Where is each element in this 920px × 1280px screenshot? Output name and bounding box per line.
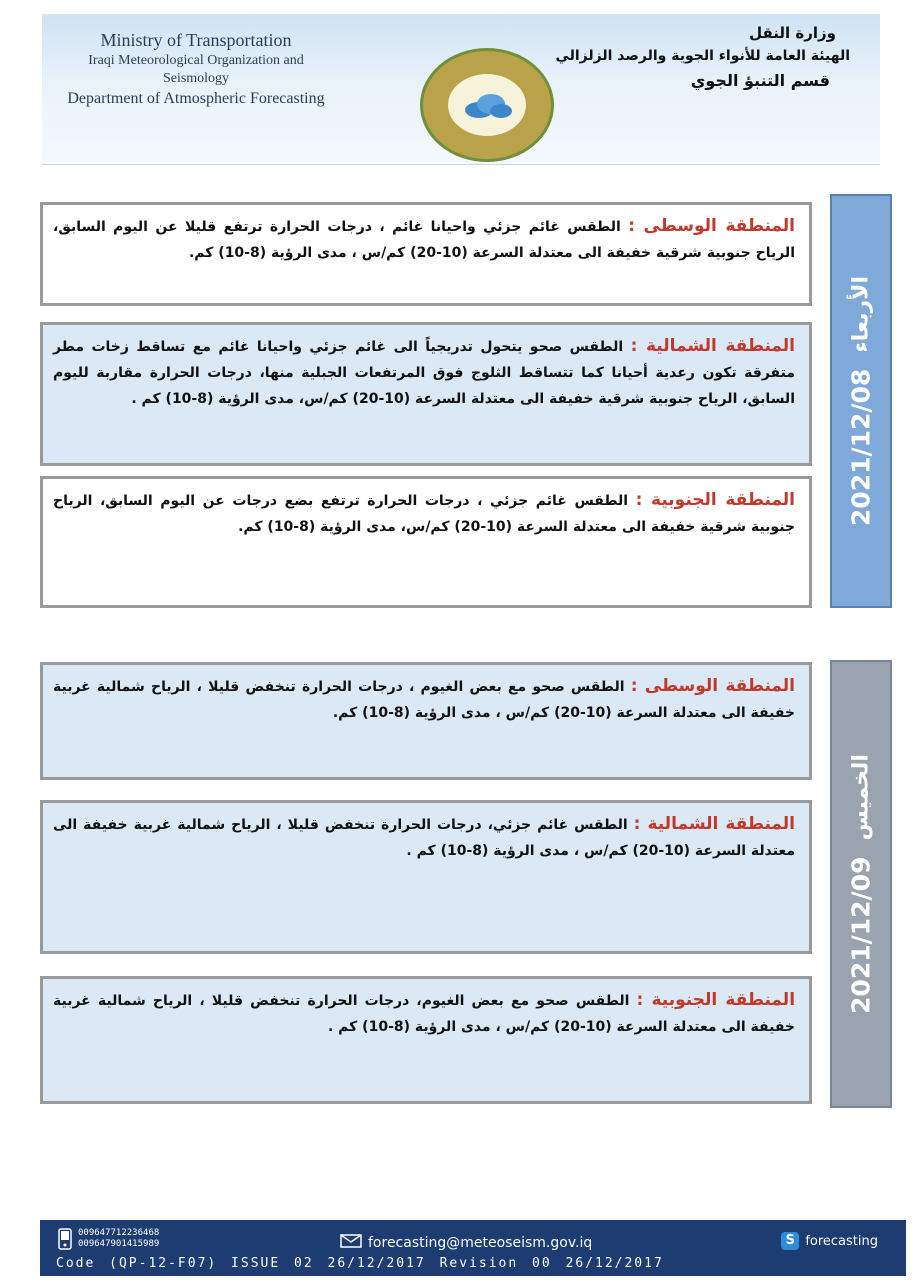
organization-logo-icon <box>420 48 554 162</box>
ministry-name-ar: وزارة النقل <box>749 24 836 42</box>
phone-icon <box>58 1228 72 1254</box>
day-date: 2021/12/09 <box>846 856 876 1014</box>
social-handle: forecasting <box>805 1233 878 1249</box>
email-contact <box>340 1234 592 1252</box>
day-tab-2 <box>830 660 892 1108</box>
forecast-box-central-day2 <box>40 662 812 780</box>
forecast-box-north-day2 <box>40 800 812 954</box>
day-date: 2021/12/08 <box>846 368 876 527</box>
arabic-header <box>540 22 860 94</box>
region-label: المنطقة الوسطى : <box>630 676 795 696</box>
forecast-text: الطقس صحو مع بعض الغيوم، درجات الحرارة تنخفض قليلا ، الرياح شمالية غربية خفيفة الى معتدلة السرعة (10-20) كم/س ، مدى الرؤية (8-10) كم . <box>53 993 795 1035</box>
day-tab-1 <box>830 194 892 608</box>
email-address: forecasting@meteoseism.gov.iq <box>368 1235 593 1251</box>
region-label: المنطقة الجنوبية : <box>636 990 796 1010</box>
organization-name-ar: الهيئة العامة للأنواء الجوية والرصد الزلزالي <box>555 48 850 64</box>
social-contact <box>781 1232 878 1250</box>
document-code: Code (QP-12-F07) ISSUE 02 26/12/2017 Revision 00 26/12/2017 <box>56 1256 664 1271</box>
forecast-box-south-day2 <box>40 976 812 1104</box>
phone-number-1: 009647712236468 <box>78 1228 160 1238</box>
envelope-icon <box>340 1234 362 1252</box>
department-name-ar: قسم التنبؤ الجوي <box>690 71 830 90</box>
region-label: المنطقة الشمالية : <box>630 336 796 356</box>
skype-icon: S <box>781 1232 799 1250</box>
department-name-en: Department of Atmospheric Forecasting <box>67 90 325 107</box>
forecast-box-south-day1 <box>40 476 812 608</box>
forecast-text: الطقس صحو مع بعض الغيوم ، درجات الحرارة تنخفض قليلا ، الرياح شمالية غربية خفيفة الى معتدلة السرعة (10-20) كم/س ، مدى الرؤية (8-10) كم. <box>53 679 795 721</box>
region-label: المنطقة الجنوبية : <box>635 490 796 510</box>
forecast-text: الطقس غائم جزئي واحيانا غائم ، درجات الحرارة ترتفع قليلا عن اليوم السابق، الرياح جنوبية شرقية خفيفة الى معتدلة السرعة (10-20) كم/س ، مدى الرؤية (8-10) كم. <box>53 219 795 261</box>
day-name: الأربعاء <box>848 275 874 353</box>
day-name: الخميس <box>848 754 874 841</box>
forecast-box-north-day1 <box>40 322 812 466</box>
organization-name-en: Iraqi Meteorological Organization and Seismology <box>88 53 304 86</box>
forecast-text: الطقس غائم جزئي، درجات الحرارة تنخفض قليلا ، الرياح شمالية غربية خفيفة الى معتدلة السرعة (10-20) كم/س ، مدى الرؤية (8-10) كم . <box>53 817 795 859</box>
region-label: المنطقة الوسطى : <box>628 216 795 236</box>
phone-numbers <box>78 1228 159 1250</box>
forecast-text: الطقس غائم جزئي ، درجات الحرارة ترتفع بضع درجات عن اليوم السابق، الرياح جنوبية شرقية خفيفة الى معتدلة السرعة (10-20) كم/س، مدى الرؤية (8-10) كم. <box>53 493 795 535</box>
forecast-box-central-day1 <box>40 202 812 306</box>
ministry-name-en: Ministry of Transportation <box>100 30 292 50</box>
region-label: المنطقة الشمالية : <box>633 814 796 834</box>
footer-bar <box>40 1220 906 1276</box>
forecast-text: الطقس صحو يتحول تدريجياً الى غائم جزئي واحيانا غائم مع تساقط زخات مطر متفرقة تكون رعدية أحيانا كما تتساقط الثلوج فوق المرتفعات الجبلية منها، درجات الحرارة مقاربة لليوم السابق، الرياح جنوبية شرقية خفيفة الى معتدلة السرعة (10-20) كم/س، مدى الرؤية (8-10) كم . <box>53 339 795 407</box>
english-header <box>56 28 336 110</box>
letterhead-banner <box>42 14 880 165</box>
phone-number-2: 009647901415989 <box>78 1239 160 1249</box>
